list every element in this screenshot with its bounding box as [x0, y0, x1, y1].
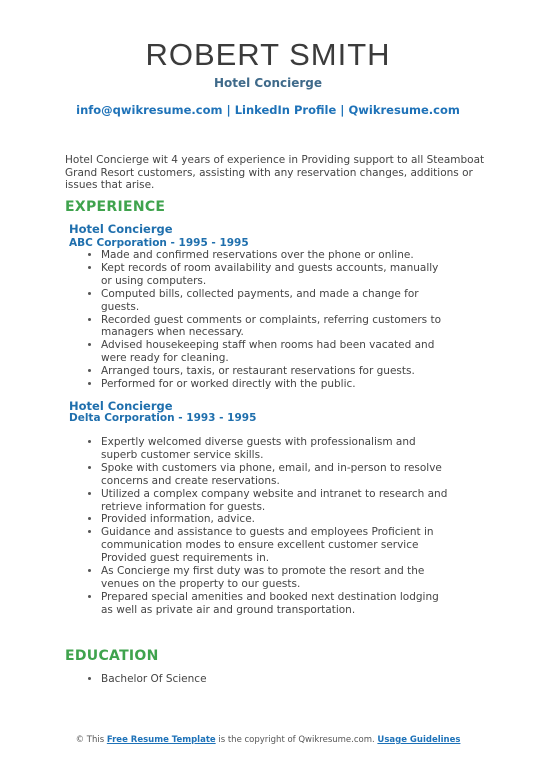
job-bullets — [88, 436, 451, 617]
list-item: • Guidance and assistance to guests and employees Proficient in communication modes to ensure excellent customer service Provided guest requirements in. — [101, 526, 451, 565]
education-list — [88, 673, 451, 686]
list-item: • Bachelor Of Science — [101, 673, 451, 686]
list-item: • Expertly welcomed diverse guests with professionalism and superb customer service skills. — [101, 436, 451, 462]
summary-text: Hotel Concierge wit 4 years of experience in Providing support to all Steamboat Grand Resort customers, assisting with any reservation changes, additions or issues that arise. — [65, 154, 485, 191]
free-resume-template-link[interactable]: Free Resume Template — [106, 735, 216, 745]
linkedin-link[interactable]: LinkedIn Profile — [234, 103, 337, 117]
education-heading: EDUCATION — [65, 648, 159, 664]
list-item: • Utilized a complex company website and intranet to research and retrieve information for guests. — [101, 488, 451, 514]
candidate-title: Hotel Concierge — [213, 76, 323, 90]
usage-guidelines-link[interactable]: Usage Guidelines — [377, 735, 461, 745]
separator: | — [340, 103, 345, 117]
list-item: • Arranged tours, taxis, or restaurant reservations for guests. — [101, 365, 451, 378]
candidate-name: ROBERT SMITH — [145, 37, 391, 72]
list-item: • Prepared special amenities and booked next destination lodging as well as private air and ground transportation. — [101, 591, 451, 617]
footer — [0, 735, 536, 745]
list-item: • Advised housekeeping staff when rooms had been vacated and were ready for cleaning. — [101, 339, 451, 365]
footer-middle: is the copyright of Qwikresume.com. — [218, 735, 375, 745]
footer-prefix: © This — [75, 735, 105, 745]
website-link[interactable]: Qwikresume.com — [348, 103, 460, 117]
list-item: • Performed for or worked directly with the public. — [101, 378, 451, 391]
contact-line — [0, 103, 536, 117]
list-item: • Provided information, advice. — [101, 513, 451, 526]
list-item: • Recorded guest comments or complaints, referring customers to managers when necessary. — [101, 314, 451, 340]
list-item: • Made and confirmed reservations over the phone or online. — [101, 249, 451, 262]
list-item: • As Concierge my first duty was to promote the resort and the venues on the property to our guests. — [101, 565, 451, 591]
email-link[interactable]: info@qwikresume.com — [76, 103, 223, 117]
job-company: ABC Corporation - 1995 - 1995 — [69, 237, 249, 249]
list-item: • Kept records of room availability and guests accounts, manually or using computers. — [101, 262, 451, 288]
job-bullets — [88, 249, 451, 391]
job-title: Hotel Concierge — [69, 399, 173, 413]
list-item: • Spoke with customers via phone, email, and in-person to resolve concerns and create reservations. — [101, 462, 451, 488]
separator: | — [226, 103, 231, 117]
list-item: • Computed bills, collected payments, and made a change for guests. — [101, 288, 451, 314]
experience-heading: EXPERIENCE — [65, 199, 166, 215]
job-title: Hotel Concierge — [69, 222, 173, 236]
job-company: Delta Corporation - 1993 - 1995 — [69, 412, 257, 424]
